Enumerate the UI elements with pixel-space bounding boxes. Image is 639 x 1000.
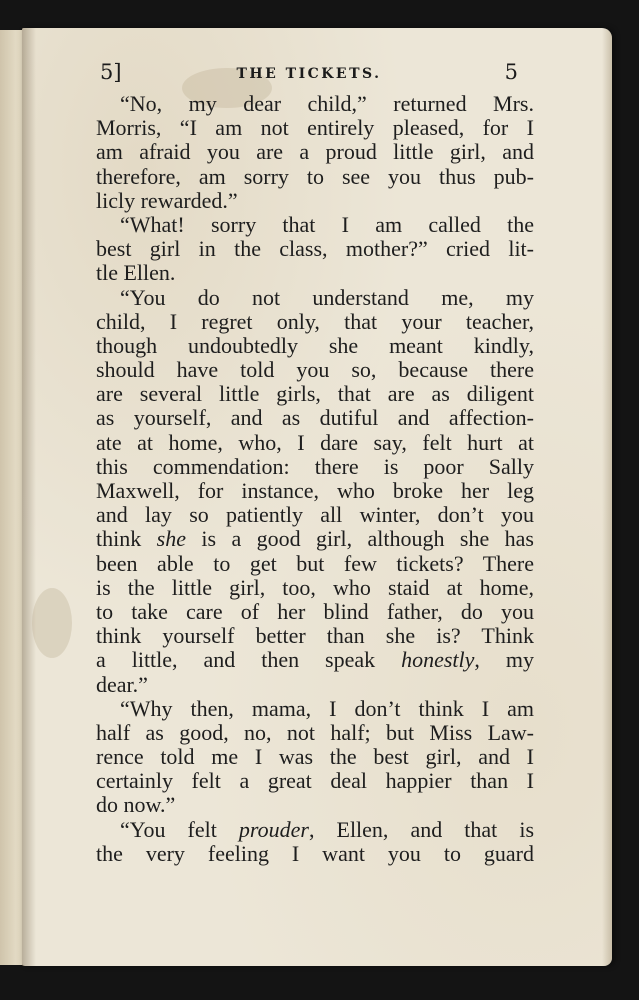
text-line <box>96 527 534 551</box>
text-line: best girl in the class, mother?” cried lit- <box>96 236 534 262</box>
text-run: think <box>96 526 157 552</box>
text-line: this commendation: there is poor Sally <box>96 453 534 479</box>
text-line: child, I regret only, that your teacher, <box>96 308 534 334</box>
emphasis-text: prouder <box>238 816 309 842</box>
text-line: am afraid you are a proud little girl, and <box>96 139 534 165</box>
text-line: and lay so patiently all winter, don’t you <box>96 502 534 528</box>
signature-mark: 5] <box>100 60 122 84</box>
text-line: therefore, am sorry to see you thus pub- <box>96 163 534 189</box>
text-line: to take care of her blind father, do you <box>96 598 534 624</box>
page-number: 5 <box>504 60 518 84</box>
text-line: “You do not understand me, my <box>120 284 534 310</box>
paper-stain <box>32 588 72 658</box>
text-line: should have told you so, because there <box>96 357 534 383</box>
text-line: “Why then, mama, I don’t think I am <box>120 695 534 721</box>
gutter-shadow <box>22 28 36 966</box>
text-run: , Ellen, and that is <box>308 816 535 842</box>
text-line: ate at home, who, I dare say, felt hurt at <box>96 429 534 455</box>
text-line: certainly felt a great deal happier than I <box>96 768 534 794</box>
running-title: THE TICKETS. <box>236 66 382 82</box>
text-line: Maxwell, for instance, who broke her leg <box>96 478 534 503</box>
text-line: rence told me I was the best girl, and I <box>96 744 534 770</box>
text-line: “What! sorry that I am called the <box>120 211 534 237</box>
text-run: “You felt <box>120 816 239 842</box>
text-line: do now.” <box>96 792 176 818</box>
text-line: are several little girls, that are as diligent <box>96 381 534 407</box>
text-line: “No, my dear child,” returned Mrs. <box>120 91 534 116</box>
text-line <box>96 818 534 842</box>
text-line: been able to get but few tickets? There <box>96 550 534 576</box>
text-line: tle Ellen. <box>96 260 176 286</box>
text-line: think yourself better than she is? Think <box>96 623 534 649</box>
text-run: is a good girl, although she has <box>185 526 534 552</box>
text-line: is the little girl, too, who staid at home, <box>96 574 534 600</box>
text-line: as yourself, and as dutiful and affection- <box>96 405 534 431</box>
emphasis-text: she <box>156 526 186 552</box>
body-text <box>96 92 534 866</box>
page-edge <box>602 28 612 966</box>
text-line: the very feeling I want you to guard <box>96 840 534 866</box>
page-header <box>100 60 518 90</box>
text-line: Morris, “I am not entirely pleased, for I <box>96 115 534 141</box>
text-run: , my <box>474 647 534 673</box>
text-line: half as good, no, not half; but Miss Law- <box>96 719 534 745</box>
text-line <box>96 648 534 672</box>
text-line: licly rewarded.” <box>96 187 238 213</box>
text-line: dear.” <box>96 671 148 697</box>
emphasis-text: honestly <box>401 647 475 673</box>
text-line: though undoubtedly she meant kindly, <box>96 332 534 358</box>
text-run: a little, and then speak <box>96 647 402 673</box>
